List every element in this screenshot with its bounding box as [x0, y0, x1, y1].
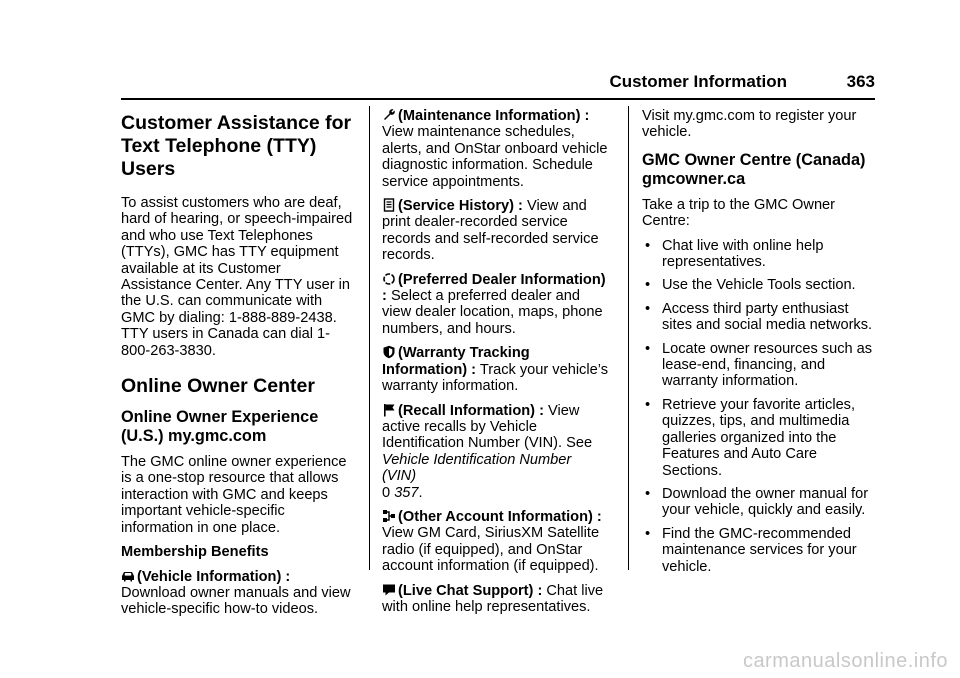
dealer-icon	[382, 272, 396, 286]
list-item: • Use the Vehicle Tools section.	[645, 277, 856, 294]
membership-benefits-label: Membership Benefits	[121, 544, 269, 561]
maintenance-entry	[382, 108, 608, 190]
register-text: Visit my.gmc.com to register your vehicle.	[642, 108, 857, 141]
list-item: • Download the owner manual for your vehicle, quickly and easily.	[645, 485, 869, 519]
online-owner-experience-heading: Online Owner Experience (U.S.) my.gmc.com	[121, 408, 319, 446]
header-rule	[121, 98, 875, 100]
warranty-text: Track your vehicle’s warranty information.	[382, 361, 608, 395]
online-owner-center-heading: Online Owner Center	[121, 375, 315, 398]
live-chat-text: Chat live with online help representatives.	[382, 582, 604, 615]
page-header	[0, 72, 875, 98]
warranty-entry	[382, 345, 608, 394]
other-account-entry	[382, 509, 608, 575]
maintenance-label: (Maintenance Information) :	[398, 108, 590, 124]
wrench-icon	[382, 108, 396, 122]
column-middle	[382, 108, 608, 623]
live-chat-entry	[382, 583, 608, 616]
car-icon	[121, 569, 135, 583]
page-number: 363	[846, 72, 875, 91]
warranty-label: (Warranty Tracking Information) :	[382, 345, 530, 378]
live-chat-label: (Live Chat Support) :	[398, 582, 543, 599]
vehicle-info-entry	[121, 569, 353, 618]
owner-centre-intro: Take a trip to the GMC Owner Centre:	[642, 196, 836, 230]
other-account-text: View GM Card, SiriusXM Satellite radio (if equipped), and OnStar account information (if equipped).	[382, 525, 600, 575]
column-right	[642, 108, 876, 582]
list-item: • Retrieve your favorite articles, quizzes, tips, and multimedia galleries organized into the Features and Auto Care Sections.	[645, 396, 856, 479]
flag-icon	[382, 403, 396, 417]
vehicle-info-text: Download owner manuals and view vehicle-specific how-to videos.	[121, 584, 351, 618]
shield-icon	[382, 345, 396, 359]
owner-centre-list	[642, 238, 876, 575]
document-icon	[382, 198, 396, 212]
list-item: • Chat live with online help representatives.	[645, 237, 824, 271]
tty-heading: Customer Assistance for Text Telephone (TTY) Users	[121, 112, 352, 180]
owner-experience-intro: The GMC online owner experience is a one-stop resource that allows interaction with GMC and keeps important vehicle-specific information in one place.	[121, 454, 347, 536]
recall-entry: (Recall Information) : View active recalls by Vehicle Identification Number (VIN). See Vehicle Identification Number (VIN) 0 357.	[382, 402, 593, 501]
column-divider-right	[628, 106, 629, 570]
tty-paragraph: To assist customers who are deaf, hard of hearing, or speech-impaired and who use Text Telephones (TTYs), GMC has TTY equipment available at its Customer Assistance Center. Any TTY user in the U.S. can communicate with GMC by dialing: 1-888-889-2438. TTY users in Canada can dial 1-800-263-3830.	[121, 195, 353, 359]
account-tree-icon	[382, 509, 396, 523]
preferred-dealer-label: (Preferred Dealer Information) :	[382, 271, 606, 305]
preferred-dealer-entry	[382, 272, 608, 338]
recall-text: View active recalls by Vehicle Identification Number (VIN). See	[382, 402, 593, 452]
chat-bubble-icon	[382, 583, 396, 597]
gmc-owner-centre-heading: GMC Owner Centre (Canada) gmcowner.ca	[642, 150, 866, 188]
vin-reference: Vehicle Identification Number (VIN)	[382, 451, 572, 485]
column-divider-left	[369, 106, 370, 570]
service-history-entry	[382, 198, 608, 264]
list-item: • Locate owner resources such as lease-end, financing, and warranty information.	[645, 340, 873, 390]
column-left	[121, 108, 353, 626]
page-ref-arrow: 0	[382, 484, 391, 501]
recall-label: (Recall Information) :	[398, 402, 544, 419]
section-title: Customer Information	[609, 72, 787, 91]
service-history-label: (Service History) :	[398, 198, 523, 215]
service-history-text: View and print dealer-recorded service records and self-recorded service records.	[382, 198, 599, 264]
recall-page-ref: 357	[394, 484, 419, 501]
watermark: carmanualsonline.info	[742, 650, 948, 672]
vehicle-info-label: (Vehicle Information) :	[137, 568, 291, 585]
preferred-dealer-text: Select a preferred dealer and view dealer location, maps, phone numbers, and hours.	[382, 288, 603, 337]
list-item: • Find the GMC-recommended maintenance services for your vehicle.	[645, 525, 857, 575]
other-account-label: (Other Account Information) :	[398, 508, 602, 525]
list-item: • Access third party enthusiast sites and social media networks.	[645, 300, 873, 334]
maintenance-text: View maintenance schedules, alerts, and OnStar onboard vehicle diagnostic information. Schedule service appointments.	[382, 124, 608, 190]
